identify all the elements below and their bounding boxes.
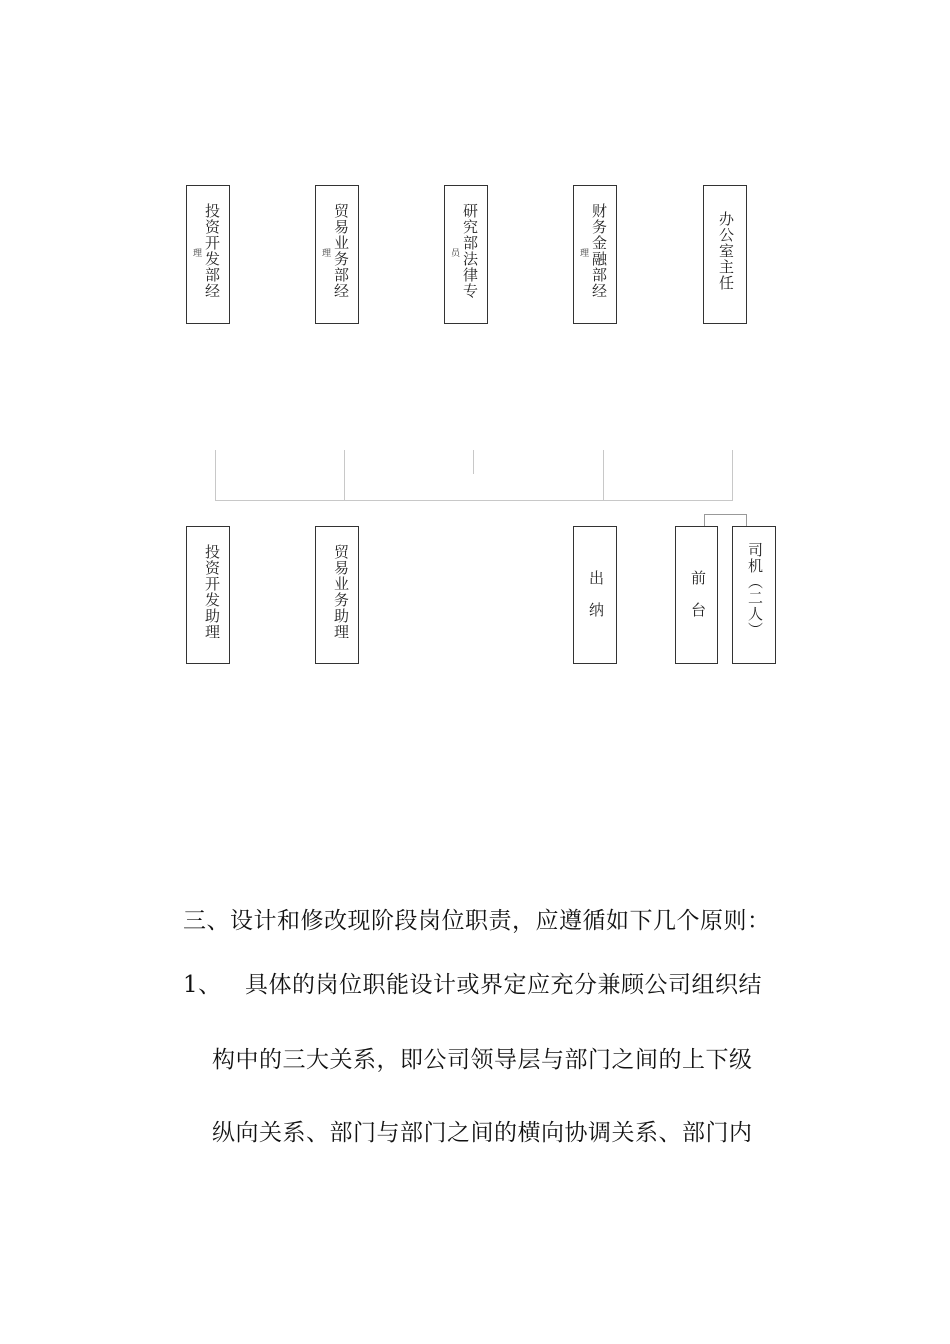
item1-line2: 构中的三大关系，即公司领导层与部门之间的上下级 [212, 1047, 753, 1073]
box-finance-manager [573, 185, 617, 324]
item1-line3: 纵向关系、部门与部门之间的横向协调关系、部门内 [212, 1120, 753, 1146]
reception-label: 前 台 [689, 570, 707, 618]
trade-assistant-label: 贸易业务助理 [332, 544, 350, 640]
office-director-label: 办公室主任 [717, 211, 735, 291]
box-cashier [573, 526, 617, 664]
connector-horizontal [215, 500, 733, 501]
section-heading: 三、设计和修改现阶段岗位职责，应遵循如下几个原则： [183, 908, 771, 934]
box-trade-manager [315, 185, 359, 324]
investment-assistant-label: 投资开发助理 [203, 544, 221, 640]
connector-vertical-1 [215, 450, 216, 501]
box-investment-manager [186, 185, 230, 324]
box-reception [675, 526, 718, 664]
box-research-legal [444, 185, 488, 324]
item1-number: 1、 [183, 972, 222, 998]
box-driver [732, 526, 776, 664]
box-trade-assistant [315, 526, 359, 664]
item1-line1: 具体的岗位职能设计或界定应充分兼顾公司组织结 [245, 972, 762, 998]
finance-manager-label: 财务金融部经 [590, 203, 608, 299]
driver-label: 司机（二人） [746, 542, 764, 638]
box-office-director [703, 185, 747, 324]
box-investment-assistant [186, 526, 230, 664]
research-legal-truncated-char: 员 [449, 248, 459, 257]
connector-vertical-4 [603, 450, 604, 501]
connector-vertical-2 [344, 450, 345, 501]
investment-manager-label: 投资开发部经 [203, 203, 221, 299]
connector-vertical-5 [732, 450, 733, 501]
finance-manager-truncated-char: 理 [578, 248, 588, 257]
connector-bracket-top [704, 514, 747, 515]
cashier-label: 出 纳 [587, 570, 605, 618]
trade-manager-label: 贸易业务部经 [332, 203, 350, 299]
connector-vertical-3 [473, 450, 474, 474]
investment-manager-truncated-char: 理 [191, 248, 201, 257]
trade-manager-truncated-char: 理 [320, 248, 330, 257]
research-legal-label: 研究部法律专 [461, 203, 479, 299]
